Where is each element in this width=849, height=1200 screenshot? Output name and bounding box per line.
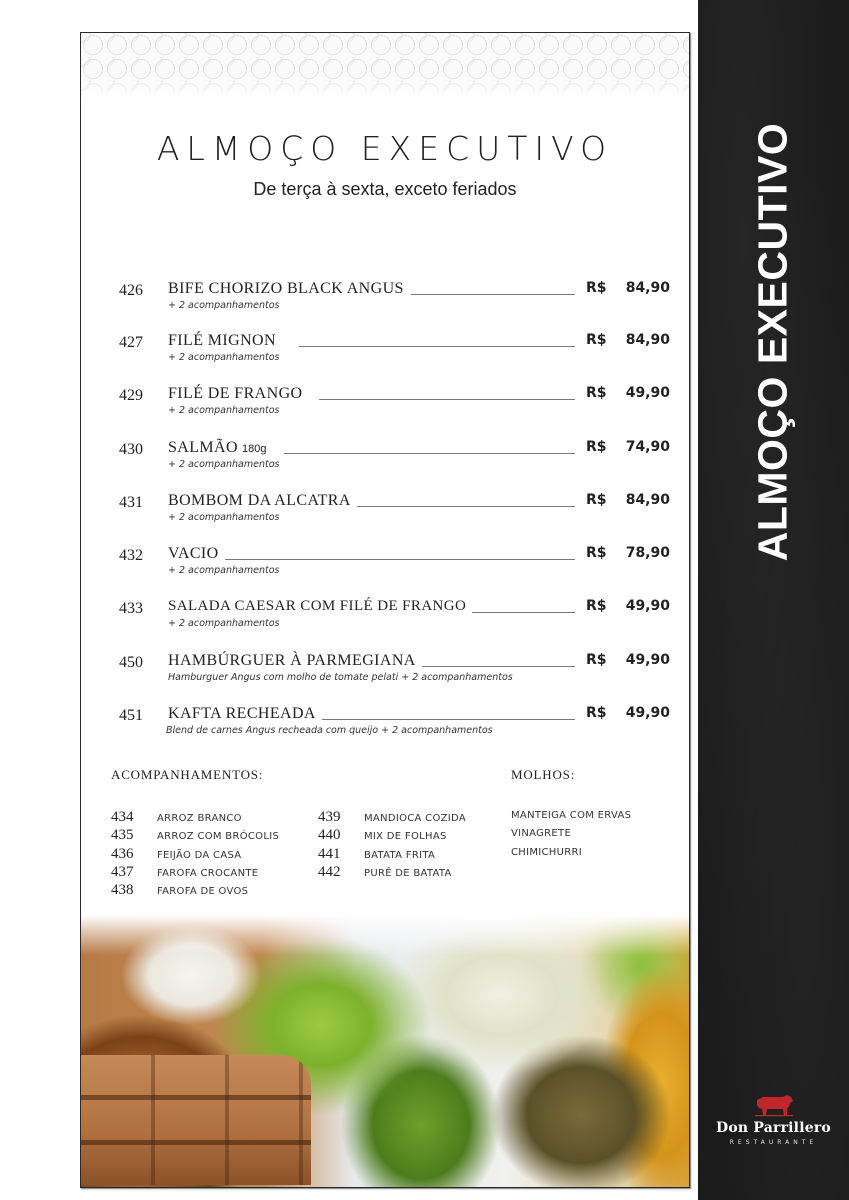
item-name: FILÉ MIGNON bbox=[168, 332, 282, 350]
item-name: BOMBOM DA ALCATRA bbox=[168, 492, 357, 510]
menu-item bbox=[81, 385, 689, 425]
currency-label: R$ bbox=[586, 598, 607, 614]
currency-label: R$ bbox=[586, 439, 607, 455]
item-price: 74,90 bbox=[625, 439, 670, 455]
item-description: + 2 acompanhamentos bbox=[168, 459, 280, 470]
currency-label: R$ bbox=[586, 545, 607, 561]
item-code: 450 bbox=[119, 654, 143, 671]
sauces-heading: MOLHOS: bbox=[511, 767, 576, 782]
page-title: ALMOÇO EXECUTIVO bbox=[156, 129, 614, 168]
decorative-pattern-header bbox=[81, 33, 689, 99]
vertical-title: ALMOÇO EXECUTIVO bbox=[749, 122, 796, 562]
currency-label: R$ bbox=[586, 385, 607, 401]
sauce-item: VINAGRETE bbox=[511, 828, 572, 840]
item-price: 49,90 bbox=[625, 385, 670, 401]
item-code: 451 bbox=[119, 707, 143, 724]
side-item: 442 PURÊ DE BATATA bbox=[318, 863, 452, 880]
sauce-item: MANTEIGA COM ERVAS bbox=[511, 810, 632, 821]
sauce-item: CHIMICHURRI bbox=[511, 846, 582, 858]
item-code: 433 bbox=[119, 600, 143, 617]
currency-label: R$ bbox=[586, 280, 607, 296]
leader-line bbox=[303, 719, 575, 720]
item-price: 49,90 bbox=[625, 705, 670, 721]
item-description: + 2 acompanhamentos bbox=[168, 565, 280, 576]
item-description: + 2 acompanhamentos bbox=[168, 352, 280, 363]
side-panel bbox=[698, 0, 849, 1200]
sides-list-column-2 bbox=[318, 808, 466, 881]
side-item: 434 ARROZ BRANCO bbox=[111, 809, 242, 825]
page-subtitle: De terça à sexta, exceto feriados bbox=[253, 179, 517, 199]
leader-line bbox=[346, 506, 575, 507]
item-name: BIFE CHORIZO BLACK ANGUS bbox=[168, 280, 410, 298]
item-price: 84,90 bbox=[625, 492, 670, 508]
item-description: + 2 acompanhamentos bbox=[168, 618, 280, 629]
menu-item bbox=[81, 545, 689, 585]
item-name: FILÉ DE FRANGO bbox=[168, 385, 309, 403]
side-item: 441 BATATA FRITA bbox=[318, 845, 436, 862]
item-description: + 2 acompanhamentos bbox=[168, 405, 280, 416]
menu-item bbox=[81, 652, 689, 692]
item-description: + 2 acompanhamentos bbox=[168, 512, 280, 523]
bull-icon bbox=[753, 1094, 795, 1118]
menu-item bbox=[81, 492, 689, 532]
menu-item bbox=[81, 598, 689, 638]
currency-label: R$ bbox=[586, 705, 607, 721]
item-code: 426 bbox=[119, 282, 143, 299]
item-code: 431 bbox=[119, 494, 143, 511]
item-price: 49,90 bbox=[625, 652, 670, 668]
food-photo bbox=[81, 915, 689, 1187]
side-item: 437 FAROFA CROCANTE bbox=[111, 863, 259, 880]
grilled-salmon-shape bbox=[81, 1055, 311, 1185]
item-code: 427 bbox=[119, 334, 143, 351]
item-name: SALADA CAESAR COM FILÉ DE FRANGO bbox=[168, 598, 472, 615]
currency-label: R$ bbox=[586, 332, 607, 348]
leader-line bbox=[319, 399, 575, 400]
item-name: KAFTA RECHEADA bbox=[168, 705, 322, 723]
item-price: 84,90 bbox=[625, 332, 670, 348]
side-item: 436 FEIJÃO DA CASA bbox=[111, 845, 242, 862]
brand-name: Don Parrillero bbox=[716, 1120, 831, 1136]
side-item: 438 FAROFA DE OVOS bbox=[111, 882, 249, 899]
sides-heading: ACOMPANHAMENTOS: bbox=[111, 767, 264, 782]
item-code: 429 bbox=[119, 387, 143, 404]
menu-item bbox=[81, 280, 689, 320]
menu-item bbox=[81, 439, 689, 479]
item-name: HAMBÚRGUER À PARMEGIANA bbox=[168, 652, 422, 670]
item-weight-note: 180g bbox=[241, 443, 267, 455]
item-description: Hamburguer Angus com molho de tomate pelati + 2 acompanhamentos bbox=[168, 672, 513, 683]
leader-line bbox=[466, 612, 575, 613]
currency-label: R$ bbox=[586, 492, 607, 508]
item-price: 84,90 bbox=[625, 280, 670, 296]
brand-tagline: RESTAURANTE bbox=[729, 1139, 818, 1146]
brand-logo bbox=[698, 1094, 849, 1146]
item-code: 432 bbox=[119, 547, 143, 564]
item-price: 49,90 bbox=[625, 598, 670, 614]
menu-page bbox=[80, 32, 690, 1188]
sides-list-column-1 bbox=[111, 808, 279, 899]
leader-line bbox=[216, 559, 575, 560]
side-item: 435 ARROZ COM BRÓCOLIS bbox=[111, 827, 280, 844]
side-item: 440 MIX DE FOLHAS bbox=[318, 827, 447, 844]
leader-line bbox=[284, 453, 575, 454]
item-code: 430 bbox=[119, 441, 143, 458]
item-name: VACIO bbox=[168, 545, 225, 563]
currency-label: R$ bbox=[586, 652, 607, 668]
sauces-list bbox=[511, 807, 631, 862]
item-description: + 2 acompanhamentos bbox=[168, 300, 280, 311]
leader-line bbox=[399, 666, 575, 667]
side-item: 439 MANDIOCA COZIDA bbox=[318, 809, 466, 825]
item-price: 78,90 bbox=[625, 545, 670, 561]
leader-line bbox=[411, 294, 575, 295]
menu-item bbox=[81, 705, 689, 745]
menu-item bbox=[81, 332, 689, 372]
item-name: SALMÃO 180g bbox=[168, 439, 272, 457]
leader-line bbox=[299, 346, 575, 347]
item-description: Blend de carnes Angus recheada com queijo + 2 acompanhamentos bbox=[166, 725, 493, 736]
